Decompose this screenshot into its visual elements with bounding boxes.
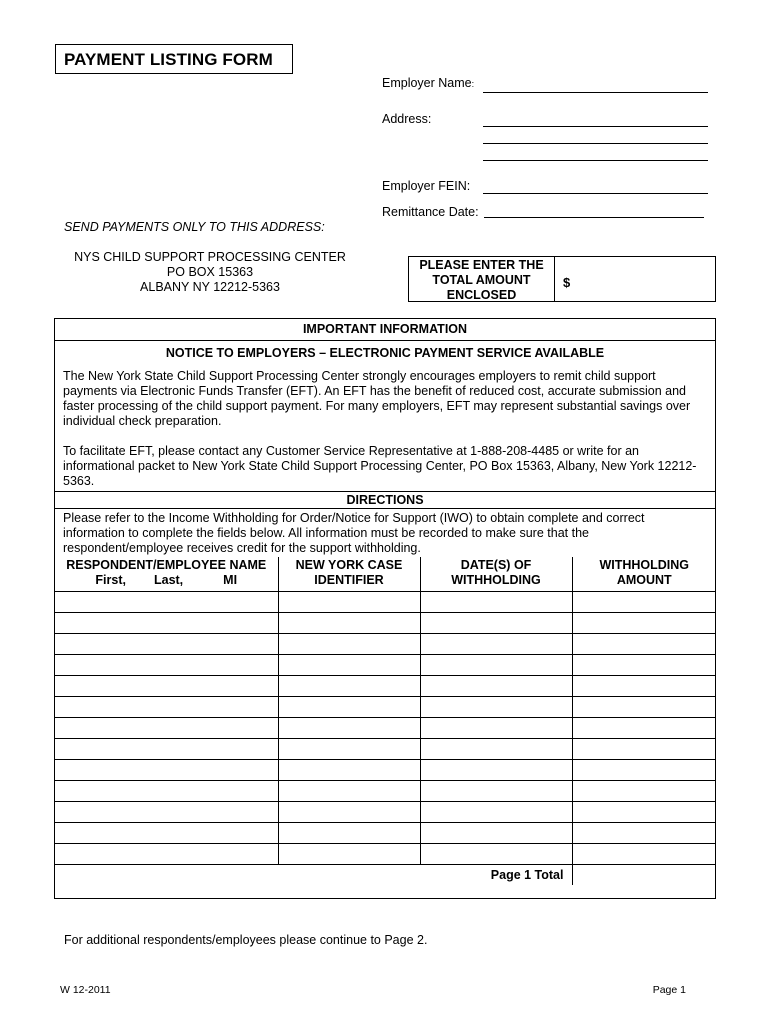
employee-name-cell[interactable] (55, 696, 278, 717)
withholding-dates-cell[interactable] (420, 696, 572, 717)
page-total-field[interactable] (572, 864, 716, 885)
withholding-amount-cell[interactable] (572, 654, 716, 675)
withholding-amount-cell[interactable] (572, 738, 716, 759)
total-amount-label-line-1: PLEASE ENTER THE (419, 258, 544, 272)
total-amount-label-line-2: TOTAL AMOUNT (432, 273, 531, 287)
col-header-employee-name-line-1: RESPONDENT/EMPLOYEE NAME (66, 558, 267, 572)
col-header-case-identifier-line-1: NEW YORK CASE (295, 558, 403, 572)
employee-name-cell[interactable] (55, 654, 278, 675)
case-identifier-cell[interactable] (278, 675, 420, 696)
case-identifier-cell[interactable] (278, 612, 420, 633)
case-identifier-cell[interactable] (278, 654, 420, 675)
col-header-withholding-dates-line-2: WITHHOLDING (451, 573, 541, 587)
col-header-withholding-amount (572, 557, 716, 591)
employee-name-cell[interactable] (55, 675, 278, 696)
col-header-mi: MI (223, 573, 238, 587)
withholding-dates-cell[interactable] (420, 717, 572, 738)
table-row (55, 717, 716, 738)
form-code: W 12-2011 (60, 984, 111, 996)
employee-name-cell[interactable] (55, 738, 278, 759)
employee-name-cell[interactable] (55, 801, 278, 822)
total-row (55, 864, 716, 885)
withholding-dates-cell[interactable] (420, 633, 572, 654)
directions-heading: DIRECTIONS (55, 491, 715, 509)
withholding-amount-cell[interactable] (572, 759, 716, 780)
withholding-amount-cell[interactable] (572, 717, 716, 738)
withholding-dates-cell[interactable] (420, 654, 572, 675)
case-identifier-cell[interactable] (278, 633, 420, 654)
address-field-line-3[interactable] (483, 160, 708, 161)
table-row (55, 801, 716, 822)
employee-name-cell[interactable] (55, 843, 278, 864)
withholding-dates-cell[interactable] (420, 612, 572, 633)
withholding-dates-cell[interactable] (420, 591, 572, 612)
case-identifier-cell[interactable] (278, 717, 420, 738)
employer-fein-field[interactable] (483, 193, 708, 194)
employee-name-cell[interactable] (55, 780, 278, 801)
directions-text: Please refer to the Income Withholding for Order/Notice for Support (IWO) to obtain complete and correct information to complete the fields below. All information must be recorded to make sure that the respondent/employee receives credit for the support withholding. (63, 511, 645, 555)
send-payments-instruction: SEND PAYMENTS ONLY TO THIS ADDRESS: (64, 220, 325, 234)
table-row (55, 696, 716, 717)
notice-heading: NOTICE TO EMPLOYERS – ELECTRONIC PAYMENT SERVICE AVAILABLE (165, 346, 605, 360)
withholding-dates-cell[interactable] (420, 759, 572, 780)
employee-name-cell[interactable] (55, 633, 278, 654)
table-row (55, 612, 716, 633)
withholding-amount-cell[interactable] (572, 801, 716, 822)
employer-name-label-text: Employer Name (382, 76, 472, 90)
table-row (55, 738, 716, 759)
address-field-line-2[interactable] (483, 143, 708, 144)
withholding-dates-cell[interactable] (420, 738, 572, 759)
withholding-amount-cell[interactable] (572, 675, 716, 696)
address-line-1: NYS CHILD SUPPORT PROCESSING CENTER (74, 250, 346, 264)
case-identifier-cell[interactable] (278, 801, 420, 822)
total-amount-field[interactable] (555, 257, 715, 301)
employee-name-cell[interactable] (55, 822, 278, 843)
remittance-date-label: Remittance Date: (382, 205, 479, 219)
table-row (55, 822, 716, 843)
employee-name-cell[interactable] (55, 591, 278, 612)
eft-contact-paragraph: To facilitate EFT, please contact any Customer Service Representative at 1-888-208-4485 or write for an informational packet to New York State Child Support Processing Center, PO Box 15363, Albany, New York 12212-5363. (63, 444, 697, 488)
withholding-amount-cell[interactable] (572, 822, 716, 843)
col-header-name-parts (55, 573, 278, 588)
col-header-withholding-dates-line-1: DATE(S) OF (460, 558, 532, 572)
table-row (55, 675, 716, 696)
withholding-amount-cell[interactable] (572, 633, 716, 654)
withholding-amount-cell[interactable] (572, 591, 716, 612)
withholding-dates-cell[interactable] (420, 675, 572, 696)
withholding-amount-cell[interactable] (572, 612, 716, 633)
withholding-amount-cell[interactable] (572, 843, 716, 864)
case-identifier-cell[interactable] (278, 780, 420, 801)
case-identifier-cell[interactable] (278, 591, 420, 612)
eft-paragraph: The New York State Child Support Processing Center strongly encourages employers to remit child support payments via Electronic Funds Transfer (EFT). An EFT has the benefit of reduced cost, accurate submission and faster processing of the child support payment. For many employers, EFT may represent substantial savings over individual check preparation. (63, 369, 691, 428)
case-identifier-cell[interactable] (278, 696, 420, 717)
table-row (55, 654, 716, 675)
currency-symbol: $ (563, 275, 571, 290)
total-amount-label (409, 257, 555, 301)
col-header-withholding-amount-line-1: WITHHOLDING (599, 558, 690, 572)
col-header-withholding-amount-line-2: AMOUNT (616, 573, 672, 587)
mailing-address (60, 250, 360, 295)
employee-name-cell[interactable] (55, 717, 278, 738)
employer-fein-label: Employer FEIN: (382, 179, 471, 193)
continue-note: For additional respondents/employees please continue to Page 2. (64, 933, 428, 947)
employee-name-cell[interactable] (55, 612, 278, 633)
table-row (55, 591, 716, 612)
table-row (55, 780, 716, 801)
withholding-dates-cell[interactable] (420, 801, 572, 822)
page-total-label: Page 1 Total (55, 864, 572, 885)
page-number: Page 1 (652, 984, 686, 996)
withholding-dates-cell[interactable] (420, 822, 572, 843)
withholding-table (55, 557, 716, 885)
employee-name-cell[interactable] (55, 759, 278, 780)
col-header-case-identifier-line-2: IDENTIFIER (314, 573, 384, 587)
employer-name-field[interactable] (483, 92, 708, 93)
address-line-3: ALBANY NY 12212-5363 (140, 280, 280, 294)
case-identifier-cell[interactable] (278, 759, 420, 780)
form-title: PAYMENT LISTING FORM (55, 44, 293, 74)
col-header-case-identifier (278, 557, 420, 591)
case-identifier-cell[interactable] (278, 822, 420, 843)
table-header-row (55, 557, 716, 591)
col-header-first: First, (95, 573, 126, 587)
address-label: Address: (382, 112, 432, 126)
address-line-2: PO BOX 15363 (166, 265, 254, 279)
total-amount-box (408, 256, 716, 302)
employer-name-colon: : (471, 79, 475, 89)
table-row (55, 843, 716, 864)
address-field-line-1[interactable] (483, 126, 708, 127)
important-information-section (54, 318, 716, 899)
withholding-dates-cell[interactable] (420, 780, 572, 801)
case-identifier-cell[interactable] (278, 738, 420, 759)
case-identifier-cell[interactable] (278, 843, 420, 864)
total-amount-label-line-3: ENCLOSED (446, 288, 517, 302)
withholding-dates-cell[interactable] (420, 843, 572, 864)
important-information-heading: IMPORTANT INFORMATION (55, 319, 715, 341)
withholding-amount-cell[interactable] (572, 780, 716, 801)
col-header-withholding-dates (420, 557, 572, 591)
employer-name-label (382, 76, 474, 90)
col-header-employee-name (55, 557, 278, 591)
withholding-amount-cell[interactable] (572, 696, 716, 717)
table-row (55, 759, 716, 780)
remittance-date-field[interactable] (484, 217, 704, 218)
table-row (55, 633, 716, 654)
col-header-last: Last, (153, 573, 184, 587)
